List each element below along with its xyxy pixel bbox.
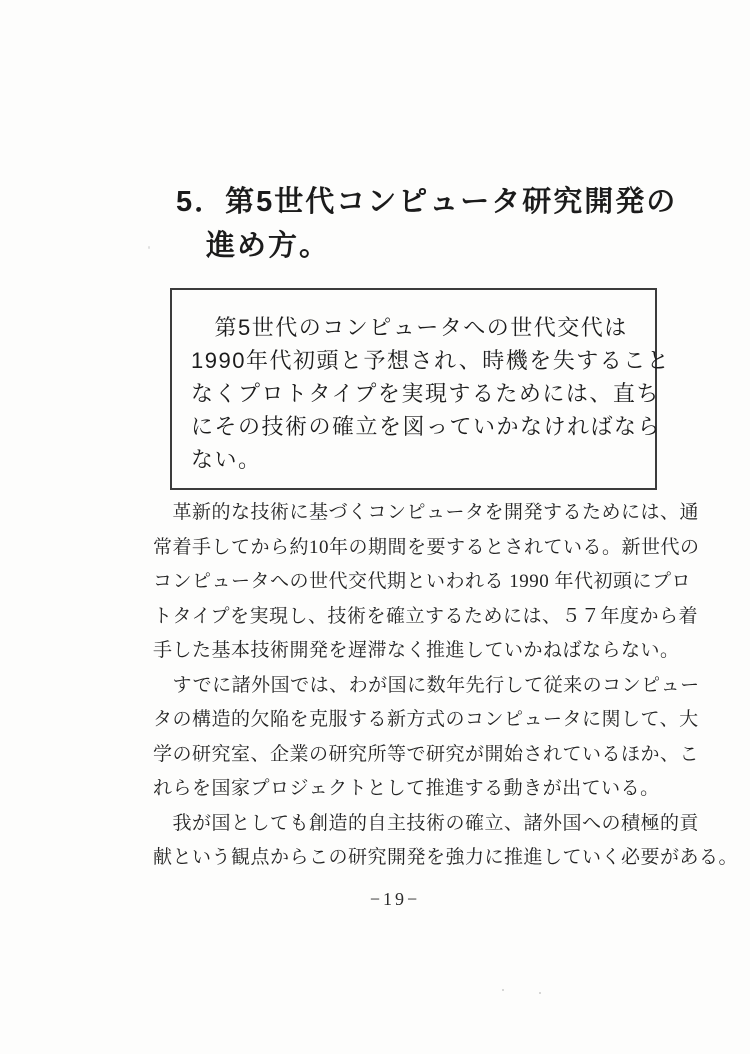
page-number: −19−	[369, 889, 421, 909]
section-title-line1: 5．第5世代コンピュータ研究開発の	[176, 186, 678, 218]
body-line: すでに諸外国では、わが国に数年先行して従来のコンピュー	[153, 674, 700, 696]
summary-box-line: にその技術の確立を図っていかなければなら	[191, 414, 662, 439]
scan-speck	[148, 246, 150, 249]
body-line: 我が国としても創造的自主技術の確立、諸外国への積極的貢	[153, 812, 700, 834]
summary-box	[170, 288, 671, 490]
body-line: 革新的な技術に基づくコンピュータを開発するためには、通	[153, 502, 700, 523]
summary-box-line: なくプロトタイプを実現するためには、直ち	[191, 381, 660, 406]
body-line: 手した基本技術開発を遅滞なく推進していかねばならない。	[153, 640, 680, 661]
body-line: コンピュータへの世代交代期といわれる 1990 年代初頭にプロ	[153, 571, 692, 592]
section-title	[176, 180, 677, 268]
body-line: タの構造的欠陥を克服する新方式のコンピュータに関して、大	[153, 709, 699, 730]
summary-box-line: 第5世代のコンピュータへの世代交代は	[191, 315, 628, 340]
body-line: 献という観点からこの研究開発を強力に推進していく必要がある。	[153, 847, 739, 868]
body-line: トタイプを実現し、技術を確立するためには、５７年度から着	[153, 605, 699, 627]
body-line: 学の研究室、企業の研究所等で研究が開始されているほか、こ	[153, 743, 700, 765]
body-text	[153, 496, 739, 876]
summary-box-line: ない。	[191, 447, 262, 472]
section-title-line2: 進め方。	[206, 230, 331, 262]
summary-box-line: 1990年代初頭と予想され、時機を失すること	[191, 348, 671, 373]
body-line: れらを国家プロジェクトとして推進する動きが出ている。	[153, 778, 660, 799]
body-line: 常着手してから約10年の期間を要するとされている。新世代の	[153, 536, 700, 558]
scan-speck	[502, 989, 504, 991]
scan-speck	[539, 992, 541, 994]
